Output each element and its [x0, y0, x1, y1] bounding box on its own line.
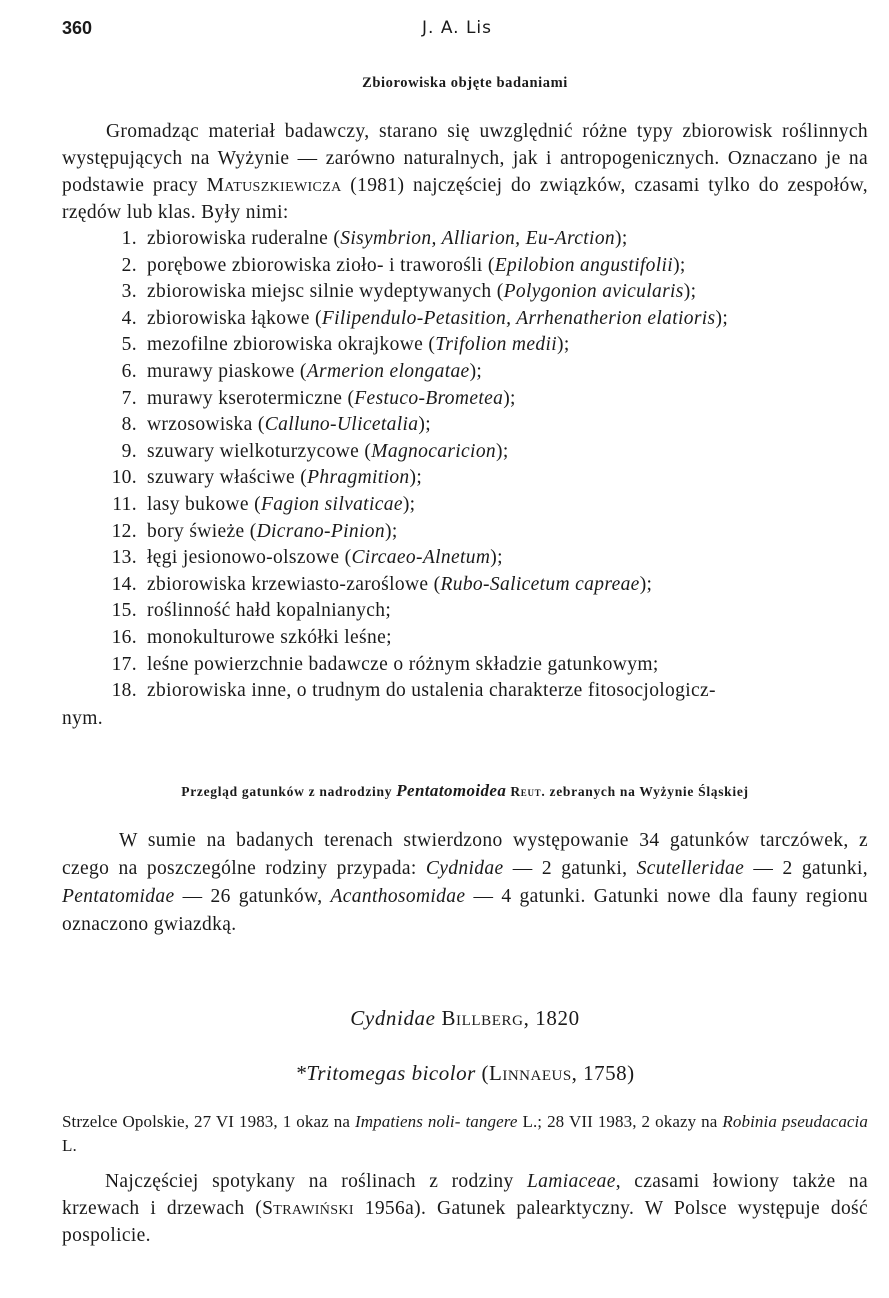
list-item-punct: );	[490, 547, 503, 569]
list-item-taxon: Magnocaricion	[371, 440, 497, 462]
list-item	[62, 359, 868, 386]
list-item-taxon: Filipendulo-Petasition, Arrhenatherion elatioris	[321, 307, 716, 329]
list-item-label: murawy kserotermiczne (	[147, 387, 355, 409]
list-item-punct: );	[639, 573, 653, 595]
list-item-taxon: Calluno-Ulicetalia	[264, 414, 419, 436]
list-item-number: 4.	[121, 307, 137, 329]
list-item-taxon: Circaeo-Alnetum	[351, 547, 491, 569]
heading-author: Reut.	[510, 783, 546, 799]
list-item-label: łęgi jesionowo-olszowe (	[147, 547, 352, 569]
list-item-text	[147, 572, 868, 599]
list-item-punct: );	[673, 254, 686, 276]
family-name: Acanthosomidae	[330, 885, 466, 907]
list-item	[62, 332, 868, 359]
note-text: Najczęściej spotykany na roślinach z rodziny	[105, 1170, 527, 1192]
specimen-record	[62, 1110, 868, 1158]
record-text: Strzelce Opolskie, 27 VI 1983, 1 okaz na	[62, 1111, 355, 1131]
summary-text: — 2 gatunki,	[744, 857, 868, 879]
list-item-number: 13.	[111, 547, 137, 569]
list-item-text	[147, 439, 868, 466]
list-item-text	[147, 492, 868, 519]
list-item	[62, 598, 868, 625]
host-plant-name: Impatiens noli- tangere	[354, 1111, 518, 1131]
list-item-label: szuwary wielkoturzycowe (	[147, 440, 372, 462]
note-text: 1956a). Gatunek palearktyczny. W Polsce występuje dość pospolicie.	[62, 1197, 868, 1246]
species-note-paragraph	[62, 1168, 868, 1249]
list-item	[62, 465, 868, 492]
list-item-number: 6.	[121, 360, 137, 382]
list-item-taxon: Fagion silvaticae	[260, 493, 403, 515]
list-item-punct: );	[384, 520, 398, 542]
heading-text: Przegląd gatunków z nadrodziny	[181, 783, 397, 799]
list-item-taxon: Dicrano-Pinion	[256, 520, 385, 542]
list-item-text	[147, 652, 868, 679]
list-item-number: 8.	[121, 414, 137, 436]
list-item	[62, 652, 868, 679]
list-item-text	[147, 359, 868, 386]
list-item-taxon: Rubo-Salicetum capreae	[440, 573, 640, 595]
list-item	[62, 572, 868, 599]
list-item-punct: );	[556, 334, 570, 356]
host-plant-name: Robinia pseudacacia	[722, 1111, 868, 1131]
list-item-punct: );	[402, 493, 416, 515]
list-item	[62, 492, 868, 519]
list-item-number: 7.	[121, 387, 137, 409]
summary-text: — 2 gatunki,	[503, 857, 637, 879]
list-item-number: 14.	[111, 573, 137, 595]
list-item-number: 3.	[121, 281, 137, 303]
list-item	[62, 412, 868, 439]
section-heading-communities: Zbiorowiska objęte badaniami	[362, 75, 568, 91]
summary-text: — 26 gatunków,	[174, 885, 331, 907]
list-item-text	[147, 226, 868, 253]
list-item-label: porębowe zbiorowiska zioło- i traworośli (	[147, 254, 495, 276]
list-item-text	[147, 386, 868, 413]
list-item-text	[147, 625, 868, 652]
list-item-text	[147, 598, 868, 625]
note-text: , czasami łowiony także na krzewach i drzewach (	[62, 1170, 868, 1219]
running-head	[62, 18, 868, 44]
list-item-punct: );	[715, 307, 729, 329]
list-item-taxon: Trifolion medii	[435, 334, 557, 356]
list-item-number: 9.	[121, 440, 137, 462]
list-item-label: zbiorowiska inne, o trudnym do ustalenia charakterze fitosocjologicz-	[147, 680, 716, 702]
species-heading-paren: (	[481, 1060, 489, 1085]
list-item-label: leśne powierzchnie badawcze o różnym składzie gatunkowym;	[147, 653, 659, 675]
list-item	[62, 386, 868, 413]
list-item	[62, 306, 868, 333]
list-item-punct: );	[418, 414, 431, 436]
heading-taxon: Pentatomoidea	[396, 780, 507, 800]
list-item-number: 12.	[111, 520, 137, 542]
list-item	[62, 678, 868, 705]
list-item-punct: );	[496, 440, 509, 462]
list-item-text	[147, 332, 868, 359]
list-item-text	[147, 253, 868, 280]
record-text: L.; 28 VII 1983, 2 okazy na	[517, 1111, 723, 1131]
list-item-number: 16.	[111, 626, 137, 648]
intro-paragraph	[62, 118, 868, 226]
list-item-text	[147, 519, 868, 546]
list-item-text	[147, 545, 868, 572]
list-item-taxon: Armerion elongatae	[306, 360, 470, 382]
list-item-taxon: Polygonion avicularis	[503, 281, 684, 303]
list-item-label: szuwary właściwe (	[147, 467, 308, 489]
list-item-label: zbiorowiska łąkowe (	[147, 307, 322, 329]
list-item-taxon: Epilobion angustifolii	[494, 254, 674, 276]
list-item-continuation: nym.	[62, 707, 103, 729]
list-item-number: 10.	[111, 467, 137, 489]
list-item-number: 18.	[111, 680, 137, 702]
family-name: Cydnidae	[425, 857, 504, 879]
list-item-punct: );	[615, 228, 628, 249]
page	[62, 18, 868, 1249]
list-item-label: wrzosowiska (	[147, 414, 265, 436]
list-item-number: 17.	[111, 653, 137, 675]
note-cited-author: Strawiński	[262, 1197, 354, 1219]
list-item-taxon: Festuco-Brometea	[354, 387, 504, 409]
list-item	[62, 226, 868, 253]
list-item-number: 15.	[111, 600, 137, 622]
list-item-number: 5.	[121, 334, 137, 356]
list-item	[62, 519, 868, 546]
list-item-label: bory świeże (	[147, 520, 257, 542]
list-item	[62, 253, 868, 280]
family-name: Scutelleridae	[636, 857, 745, 879]
community-list	[62, 226, 868, 705]
list-item-label: roślinność hałd kopalnianych;	[147, 600, 392, 622]
running-author: J. A. Lis	[422, 18, 493, 38]
intro-text-2: (1981) najczęściej do związków, czasami tylko do zespołów, rzędów lub klas. Były nimi:	[62, 175, 868, 223]
species-heading	[62, 1061, 868, 1086]
list-item-label: zbiorowiska ruderalne (	[147, 228, 341, 249]
species-heading-year: , 1758)	[571, 1060, 635, 1085]
list-item-text	[147, 279, 868, 306]
section-heading-species-review	[62, 781, 868, 801]
list-item-punct: );	[469, 360, 483, 382]
list-item-taxon: Sisymbrion, Alliarion, Eu-Arction	[340, 228, 616, 249]
list-item-taxon: Phragmition	[307, 467, 410, 489]
cited-author: Matuszkiewicza	[206, 175, 342, 196]
list-item-text	[147, 678, 868, 705]
summary-text: — 4 gatunki. Gatunki nowe dla fauny regionu oznaczono gwiazdką.	[62, 885, 868, 935]
list-item-text	[147, 465, 868, 492]
list-item-number: 2.	[121, 254, 137, 276]
record-text: L.	[62, 1135, 77, 1155]
species-heading-author: Linnaeus	[489, 1060, 572, 1085]
list-item-label: murawy piaskowe (	[147, 360, 307, 382]
family-name: Pentatomidae	[62, 885, 175, 907]
list-item-label: monokulturowe szkółki leśne;	[147, 626, 392, 648]
family-heading-year: , 1820	[523, 1005, 580, 1030]
list-item	[62, 545, 868, 572]
note-family-name: Lamiaceae	[526, 1170, 616, 1192]
list-item-label: lasy bukowe (	[147, 493, 261, 515]
list-item-number: 11.	[112, 493, 137, 515]
list-item-punct: );	[683, 281, 697, 303]
intro-text-1: Gromadząc materiał badawczy, starano się uwzględnić różne typy zbiorowisk roślinnych występujących na Wyżynie — zarówno naturalnych, jak i antropogenicznych. Oznaczano je na podstawie pracy	[62, 121, 868, 196]
list-item-label: zbiorowiska miejsc silnie wydeptywanych (	[147, 281, 504, 303]
list-item-label: mezofilne zbiorowiska okrajkowe (	[147, 334, 436, 356]
list-item	[62, 439, 868, 466]
list-item-text	[147, 412, 868, 439]
heading-text-end: zebranych na Wyżynie Śląskiej	[545, 783, 749, 799]
species-summary-paragraph	[62, 827, 868, 939]
page-number: 360	[62, 18, 93, 38]
summary-text: W sumie na badanych terenach stwierdzono występowanie 34 gatunków tarczówek, z czego na poszczególne rodziny przypada:	[62, 829, 868, 879]
list-item-text	[147, 306, 868, 333]
list-item-number: 1.	[121, 228, 137, 249]
species-heading-name: *Tritomegas bicolor	[295, 1060, 476, 1085]
list-item-punct: );	[503, 387, 516, 409]
list-item	[62, 279, 868, 306]
list-item	[62, 625, 868, 652]
list-item-label: zbiorowiska krzewiasto-zaroślowe (	[147, 573, 441, 595]
list-item-punct: );	[409, 467, 423, 489]
family-heading-author: Billberg	[441, 1005, 524, 1030]
family-heading	[62, 1006, 868, 1031]
family-heading-name: Cydnidae	[350, 1005, 436, 1030]
